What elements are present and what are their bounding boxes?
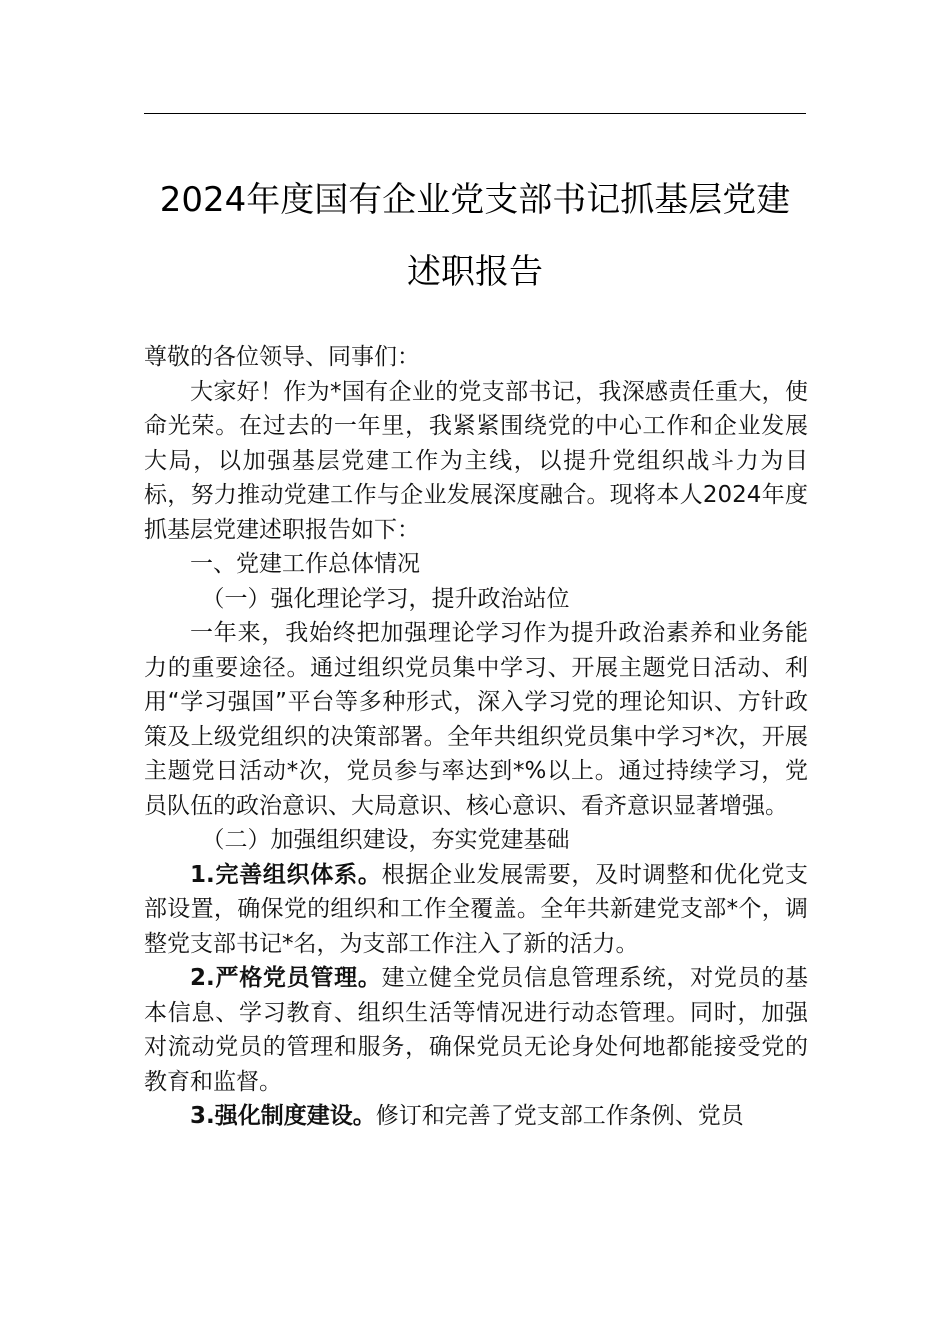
item1-paragraph: [144, 858, 808, 962]
subsection2-heading: （二）加强组织建设，夯实党建基础: [201, 827, 570, 853]
subsection1-heading: （一）强化理论学习，提升政治站位: [201, 585, 570, 612]
item2-text: 建立健全党员信息管理系统，对党员的基本信息、学习教育、组织生活等情况进行动态管理。同时，加强对流动党员的管理和服务，确保党员无论身处何地都能接受党的教育和监督。: [144, 965, 809, 1095]
item3-lead: 3.强化制度建设。: [190, 1103, 376, 1129]
subsection1-paragraph: 一年来，我始终把加强理论学习作为提升政治素养和业务能力的重要途径。通过组织党员集中学习、开展主题党日活动、利用“学习强国”平台等多种形式，深入学习党的理论知识、方针政策及上级党组织的决策部署。全年共组织党员集中学习*次，开展主题党日活动*次，党员参与率达到*%以上。通过持续学习，党员队伍的政治意识、大局意识、核心意识、看齐意识显著增强。: [144, 620, 808, 819]
item1-lead: 1.完善组织体系。: [190, 861, 382, 888]
item3-text: 修订和完善了党支部工作条例、党员: [375, 1103, 744, 1129]
intro-paragraph: 大家好！作为*国有企业的党支部书记，我深感责任重大，使命光荣。在过去的一年里，我紧紧围绕党的中心工作和企业发展大局，以加强基层党建工作为主线，以提升党组织战斗力为目标，努力推动党建工作与企业发展深度融合。现将本人2024年度抓基层党建述职报告如下：: [144, 378, 808, 543]
document-title-line2: 述职报告: [407, 252, 543, 292]
document-title-line1: 2024年度国有企业党支部书记抓基层党建: [159, 180, 791, 220]
item1-text: 根据企业发展需要，及时调整和优化党支部设置，确保党的组织和工作全覆盖。全年共新建党支部*个，调整党支部书记*名，为支部工作注入了新的活力。: [144, 861, 809, 957]
section1-heading: 一、党建工作总体情况: [190, 551, 420, 577]
item2-lead: 2.严格党员管理。: [190, 965, 382, 991]
header-rule: [144, 113, 806, 114]
salutation: 尊敬的各位领导、同事们：: [144, 344, 420, 370]
item2-paragraph: [144, 961, 808, 1099]
item3-paragraph: [144, 1099, 808, 1134]
document-body: [144, 340, 808, 1134]
